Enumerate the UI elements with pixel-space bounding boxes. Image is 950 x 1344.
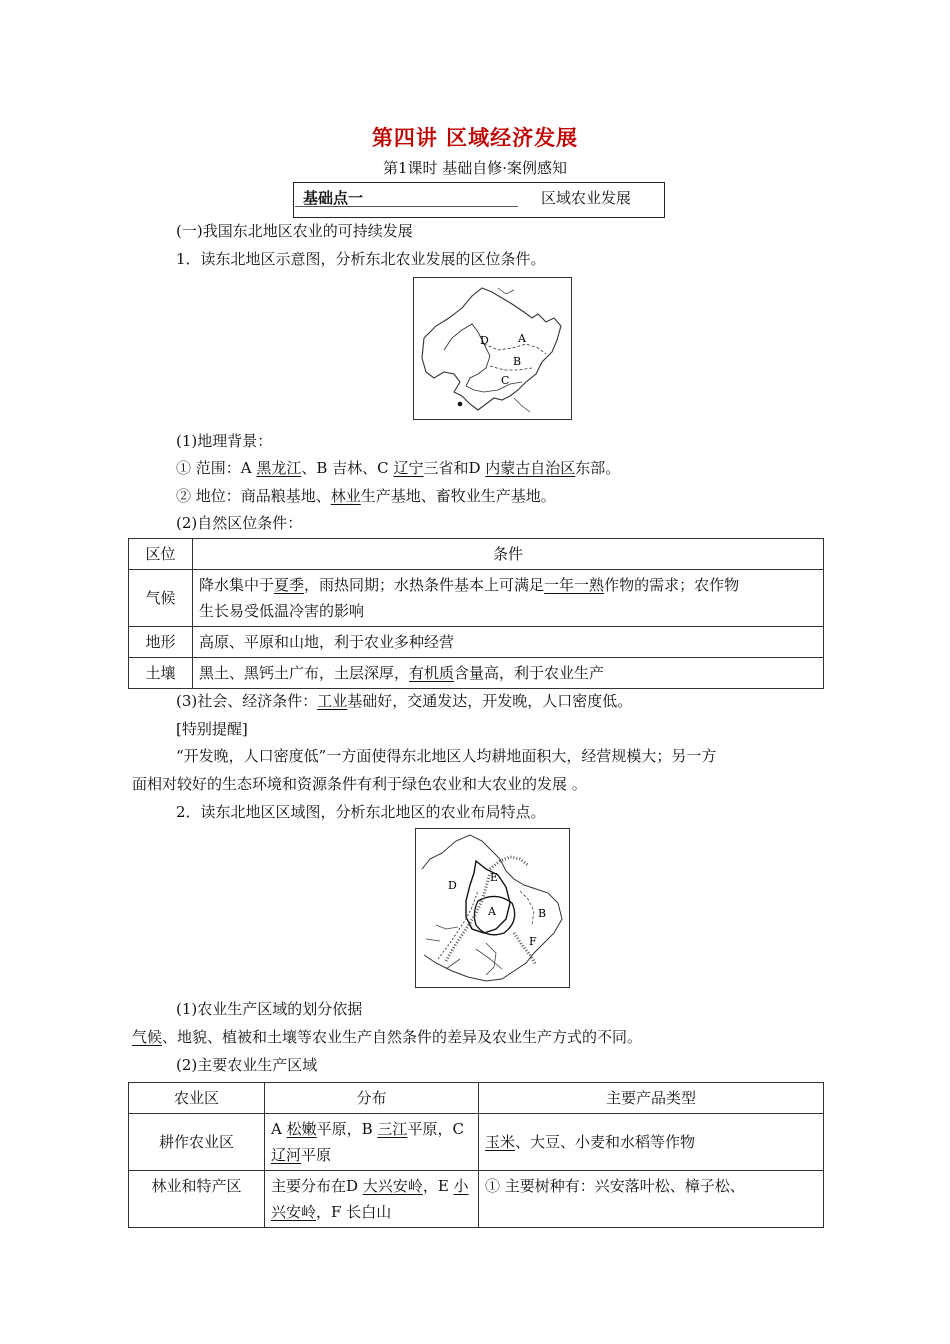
table-header-row [129,1083,824,1114]
map2-label-b: B [538,907,547,920]
region-distribution-cell: 主要分布在D 大兴安岭，E 小 兴安岭，F 长白山 [265,1171,479,1228]
region-name-cell: 林业和特产区 [129,1171,265,1228]
basis-heading: (1)农业生产区域的划分依据 [176,1000,363,1018]
northeast-map-1 [413,277,572,420]
table-row [129,627,824,658]
row-label-soil: 土壤 [129,658,193,689]
table-row [129,658,824,689]
geo-background-heading: (1)地理背景： [176,432,273,450]
table-row [129,1114,824,1171]
page-title: 第四讲 区域经济发展 [371,126,579,150]
natural-conditions-heading: (2)自然区位条件： [176,514,303,532]
region-distribution-cell: A 松嫩平原，B 三江平原，C 辽河平原 [265,1114,479,1171]
position-line: ② 地位：商品粮基地、林业生产基地、畜牧业生产基地。 [176,487,556,505]
map1-label-c: C [501,374,510,387]
region-name-cell: 耕作农业区 [129,1114,265,1171]
question-2: 2．读东北地区区域图，分析东北地区的农业布局特点。 [176,803,546,821]
table-header-row [129,539,824,570]
tip-text-1: “开发晚，人口密度低”一方面使得东北地区人均耕地面积大，经营规模大；另一方 [176,747,717,765]
northeast-map-2 [415,828,570,988]
knowledge-point-divider [295,206,518,207]
table-header-cell: 条件 [193,539,824,570]
table-header-cell: 分布 [265,1083,479,1114]
map1-label-a: A [518,332,526,345]
knowledge-point-label: 基础点一 [303,189,364,207]
tip-heading: [特别提醒] [176,720,248,738]
regions-heading: (2)主要农业生产区域 [176,1056,318,1074]
table-header-cell: 主要产品类型 [479,1083,824,1114]
region-products-cell: 玉米、大豆、小麦和水稻等作物 [479,1114,824,1171]
terrain-cell: 高原、平原和山地，利于农业多种经营 [193,627,824,658]
map2-label-e: E [490,871,499,884]
table-row [129,570,824,627]
map1-label-b: B [513,355,522,368]
page-subtitle: 第1课时 基础自修·案例感知 [382,159,568,177]
natural-conditions-table [128,538,824,689]
northeast-map-2-drawing [416,829,569,987]
tip-text-2: 面相对较好的生态环境和资源条件有利于绿色农业和大农业的发展 。 [132,775,587,793]
map2-label-f: F [529,935,537,948]
table-header-cell: 农业区 [129,1083,265,1114]
table-row [129,1171,824,1228]
knowledge-point-topic: 区域农业发展 [541,189,632,207]
social-conditions-line: (3)社会、经济条件：工业基础好，交通发达，开发晚，人口密度低。 [176,692,633,710]
soil-cell: 黑土、黑钙土广布，土层深厚，有机质含量高，利于农业生产 [193,658,824,689]
northeast-map-1-drawing [414,278,571,419]
table-header-cell: 区位 [129,539,193,570]
section-heading: (一)我国东北地区农业的可持续发展 [176,222,413,240]
agriculture-regions-table [128,1082,824,1228]
row-label-climate: 气候 [129,570,193,627]
map2-label-a: A [488,905,496,918]
map1-label-d: D [480,334,489,347]
region-products-cell: ① 主要树种有：兴安落叶松、樟子松、 [479,1171,824,1228]
basis-text: 气候、地貌、植被和土壤等农业生产自然条件的差异及农业生产方式的不同。 [132,1028,643,1046]
question-1: 1．读东北地区示意图，分析东北农业发展的区位条件。 [176,250,546,268]
range-line: ① 范围：A 黑龙江、B 吉林、C 辽宁三省和D 内蒙古自治区东部。 [176,459,621,477]
climate-cell: 降水集中于夏季，雨热同期；水热条件基本上可满足一年一熟作物的需求；农作物 生长易受低温冷害的影响 [193,570,824,627]
row-label-terrain: 地形 [129,627,193,658]
map2-label-d: D [448,879,457,892]
